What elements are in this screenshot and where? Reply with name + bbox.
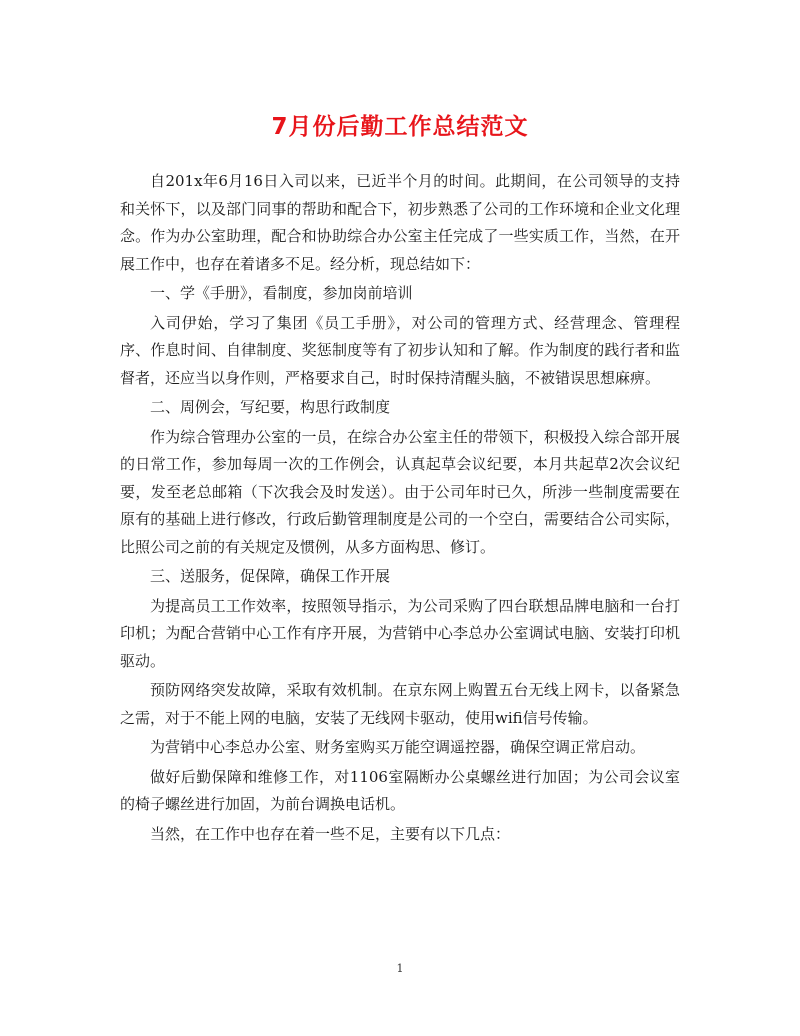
shortcomings-intro-paragraph: 当然，在工作中也存在着一些不足，主要有以下几点： <box>150 824 511 843</box>
section-3-paragraph-4: 做好后勤保障和维修工作，对1106室隔断办公桌螺丝进行加固；为公司会议室的椅子螺丝进行加固，为前台调换电话机。 <box>120 767 680 813</box>
section-1-paragraph: 入司伊始，学习了集团《员工手册》，对公司的管理方式、经营理念、管理程序、作息时间、自律制度、奖惩制度等有了初步认知和了解。作为制度的践行者和监督者，还应当以身作则，严格要求自己，时时保持清醒头脑，不被错误思想麻痹。 <box>120 313 680 387</box>
section-3-paragraph-1: 为提高员工工作效率，按照领导指示，为公司采购了四台联想品牌电脑和一台打印机；为配合营销中心工作有序开展，为营销中心李总办公室调试电脑、安装打印机驱动。 <box>120 596 680 670</box>
section-heading-1: 一、学《手册》，看制度，参加岗前培训 <box>150 284 413 302</box>
document-title: 7月份后勤工作总结范文 <box>271 114 529 140</box>
section-3-paragraph-2: 预防网络突发故障，采取有效机制。在京东网上购置五台无线上网卡，以备紧急之需，对于不能上网的电脑，安装了无线网卡驱动，使用wifi信号传输。 <box>120 681 680 727</box>
section-heading-3: 三、送服务，促保障，确保工作开展 <box>150 567 391 585</box>
section-3-paragraph-3: 为营销中心李总办公室、财务室购买万能空调遥控器，确保空调正常启动。 <box>150 738 646 756</box>
intro-paragraph: 自201x年6月16日入司以来，已近半个月的时间。此期间，在公司领导的支持和关怀下，以及部门同事的帮助和配合下，初步熟悉了公司的工作环境和企业文化理念。作为办公室助理，配合和协助综合办公室主任完成了一些实质工作，当然，在开展工作中，也存在着诸多不足。经分析，现总结如下： <box>120 172 680 273</box>
page-number: 1 <box>396 962 404 975</box>
section-heading-2: 二、周例会，写纪要，构思行政制度 <box>150 398 391 416</box>
document-body <box>120 168 680 850</box>
section-2-paragraph: 作为综合管理办公室的一员，在综合办公室主任的带领下，积极投入综合部开展的日常工作，参加每周一次的工作例会，认真起草会议纪要，本月共起草2次会议纪要，发至老总邮箱（下次我会及时发送）。由于公司年时已久，所涉一些制度需要在原有的基础上进行修改，行政后勤管理制度是公司的一个空白，需要结合公司实际，比照公司之前的有关规定及惯例，从多方面构思、修订。 <box>120 427 680 556</box>
